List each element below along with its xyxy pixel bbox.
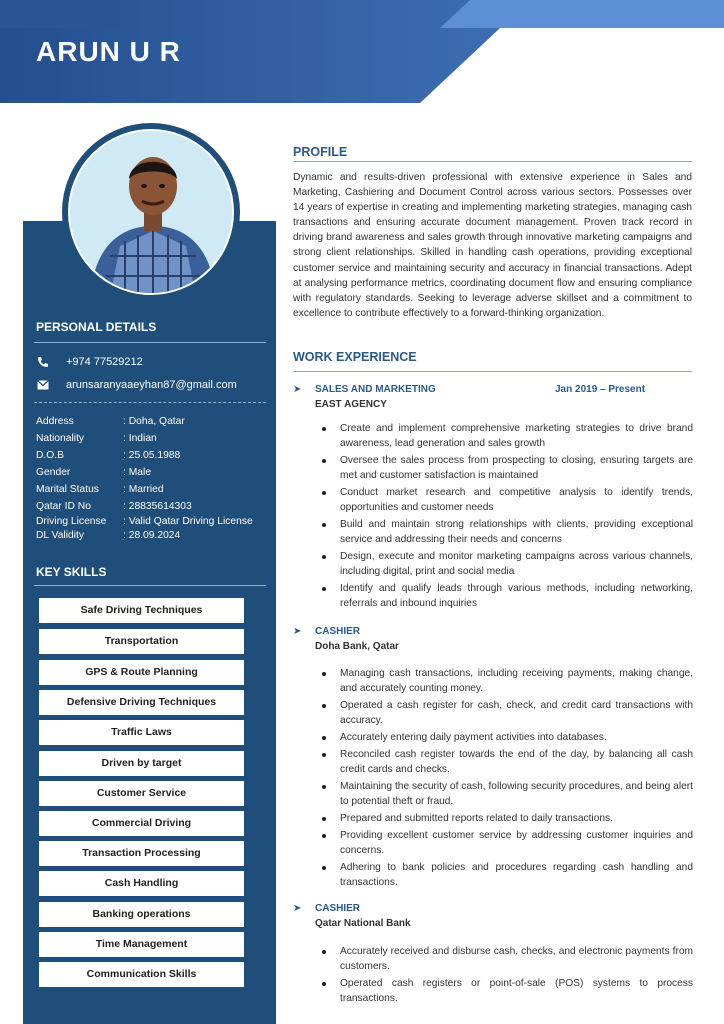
detail-label: Marital Status (36, 484, 99, 495)
list-item: Identify and qualify leads through various methods, including networking, referrals and inbound inquiries (322, 581, 693, 611)
list-item: Accurately received and disburse cash, checks, and electronic payments from customers. (322, 944, 693, 974)
personal-details-heading: PERSONAL DETAILS (36, 320, 157, 334)
skill-item: Traffic Laws (39, 720, 244, 745)
job-duties-list (322, 421, 693, 613)
skill-item: Driven by target (39, 751, 244, 776)
job-company: EAST AGENCY (315, 399, 387, 410)
detail-value: : Indian (123, 433, 157, 444)
list-item: Build and maintain strong relationships with clients, providing exceptional service and addressing their needs and concerns (322, 517, 693, 547)
list-item: Conduct market research and competitive analysis to identify trends, opportunities and customer needs (322, 485, 693, 515)
job-company: Qatar National Bank (315, 918, 411, 929)
skill-item: Transaction Processing (39, 841, 244, 866)
detail-label: Address (36, 416, 74, 427)
skill-item: Defensive Driving Techniques (39, 690, 244, 715)
work-experience-heading: WORK EXPERIENCE (293, 350, 417, 364)
detail-label: DL Validity (36, 530, 85, 541)
key-skills-heading: KEY SKILLS (36, 565, 107, 579)
email-contact (36, 379, 237, 391)
detail-label: D.O.B (36, 450, 65, 461)
list-item: Oversee the sales process from prospecting to closing, ensuring targets are met and customer satisfaction is maintained (322, 453, 693, 483)
divider (293, 371, 692, 372)
job-company: Doha Bank, Qatar (315, 641, 399, 652)
job-duties-list (322, 944, 693, 1008)
envelope-icon (36, 380, 50, 390)
profile-heading: PROFILE (293, 145, 348, 159)
divider (293, 161, 692, 162)
skill-item: Commercial Driving (39, 811, 244, 836)
job-dates: Jan 2019 – Present (555, 384, 646, 395)
list-item: Operated cash registers or point-of-sale (POS) systems to process transactions. (322, 976, 693, 1006)
phone-contact (36, 356, 143, 368)
divider (34, 402, 266, 403)
detail-label: Nationality (36, 433, 85, 444)
list-item: Create and implement comprehensive marketing strategies to drive brand awareness, lead generation and sales growth (322, 421, 693, 451)
phone-icon (36, 356, 50, 368)
skill-item: Cash Handling (39, 871, 244, 896)
detail-value: : Doha, Qatar (123, 416, 185, 427)
detail-value: : Married (123, 484, 164, 495)
job-title: CASHIER (315, 626, 361, 637)
skill-item: Communication Skills (39, 962, 244, 987)
list-item: Adhering to bank policies and procedures regarding cash handling and transactions. (322, 860, 693, 890)
list-item: Reconciled cash register towards the end of the day, by balancing all cash credit cards and checks. (322, 747, 693, 777)
skill-item: Banking operations (39, 902, 244, 927)
detail-label: Gender (36, 467, 71, 478)
skill-item: Time Management (39, 932, 244, 957)
person-avatar-icon (70, 131, 234, 295)
arrow-bullet-icon: ➤ (293, 903, 302, 914)
job-title: CASHIER (315, 903, 361, 914)
detail-value: : Male (123, 467, 152, 478)
skill-item: GPS & Route Planning (39, 660, 244, 685)
detail-value: : 28.09.2024 (123, 530, 181, 541)
detail-label: Qatar ID No (36, 501, 91, 512)
detail-value: : 28835614303 (123, 501, 192, 512)
list-item: Providing excellent customer service by addressing customer inquiries and concerns. (322, 828, 693, 858)
email-address[interactable]: arunsaranyaaeyhan87@gmail.com (66, 379, 237, 391)
job-duties-list (322, 666, 693, 892)
arrow-bullet-icon: ➤ (293, 626, 302, 637)
skill-item: Transportation (39, 629, 244, 654)
list-item: Maintaining the security of cash, following security procedures, and being alert to potential theft or fraud. (322, 779, 693, 809)
skill-item: Customer Service (39, 781, 244, 806)
profile-summary: Dynamic and results-driven professional with extensive experience in Sales and Marketing, Cashiering and Document Control across various sectors. Possesses over 14 years of expertise in creating and implementing marketing strategies, managing cash transactions and ensuring accurate document management. Proven track record in driving brand awareness and sales growth through innovative marketing campaigns and strong client relationships. Skilled in handling cash operations, providing exceptional customer service and maintaining security and accuracy in financial transactions. Adept at analysing performance metrics, coordinating document flow and ensuring compliance with regulatory standards. Seeking to leverage adverse skillset and a commitment to excellence to contribute effectively to a forward-thinking organization. (293, 172, 692, 319)
arrow-bullet-icon: ➤ (293, 384, 302, 395)
divider (34, 585, 266, 586)
detail-label: Driving License (36, 516, 107, 527)
detail-value: : 25.05.1988 (123, 450, 181, 461)
list-item: Operated a cash register for cash, check, and credit card transactions with accuracy. (322, 698, 693, 728)
divider (34, 342, 266, 343)
header-banner (0, 0, 724, 103)
detail-value: : Valid Qatar Driving License (123, 516, 253, 527)
list-item: Design, execute and monitor marketing campaigns across various channels, including digital, print and social media (322, 549, 693, 579)
skill-item: Safe Driving Techniques (39, 598, 244, 623)
list-item: Prepared and submitted reports related to daily transactions. (322, 811, 693, 826)
candidate-name: ARUN U R (36, 36, 181, 67)
list-item: Managing cash transactions, including receiving payments, making change, and accurately counting money. (322, 666, 693, 696)
profile-photo (68, 129, 234, 295)
phone-number[interactable]: +974 77529212 (66, 356, 143, 368)
list-item: Accurately entering daily payment activities into databases. (322, 730, 693, 745)
job-title: SALES AND MARKETING (315, 384, 436, 395)
